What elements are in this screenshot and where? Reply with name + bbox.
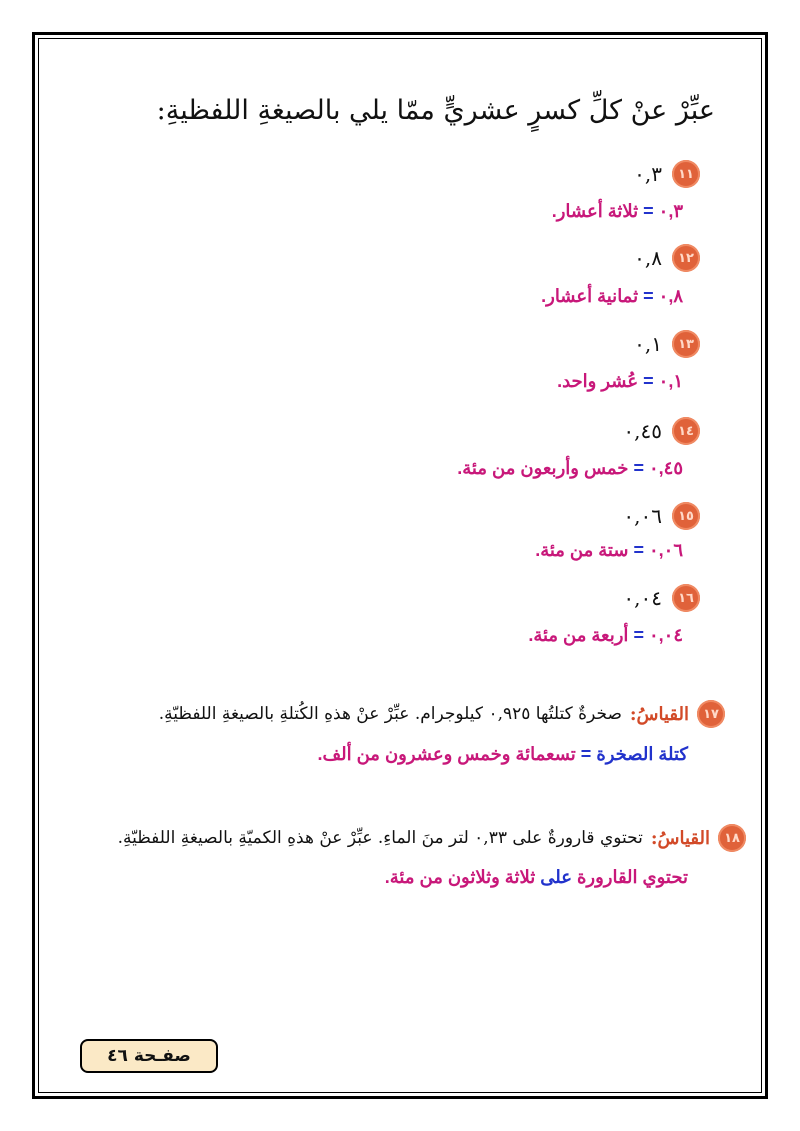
answer-17 bbox=[317, 744, 688, 765]
question-number-badge: ١٣ bbox=[672, 330, 700, 358]
answer-subject: تحتوي القارورة bbox=[576, 867, 688, 887]
answer-15 bbox=[535, 540, 683, 561]
equals-sign: = bbox=[633, 625, 644, 645]
word-problem-18 bbox=[118, 824, 746, 852]
decimal-value: ٠,١ bbox=[634, 332, 662, 356]
answer-number: ٠,٣ bbox=[658, 201, 683, 221]
answer-text: أربعة من مئة. bbox=[528, 625, 629, 645]
question-16 bbox=[623, 584, 700, 612]
answer-18 bbox=[385, 867, 688, 888]
equals-sign: = bbox=[643, 286, 654, 306]
answer-number: ٠,٤٥ bbox=[648, 458, 683, 478]
answer-13 bbox=[557, 371, 683, 392]
decimal-value: ٠,٣ bbox=[634, 162, 662, 186]
question-15 bbox=[623, 502, 700, 530]
answer-text: عُشر واحد. bbox=[557, 371, 639, 391]
answer-text: خمس وأربعون من مئة. bbox=[457, 458, 629, 478]
problem-text: تحتوي قارورةٌ على ٠,٣٣ لتر منَ الماءِ. عبِّرْ عنْ هذهِ الكميّةِ بالصيغةِ اللفظيّةِ. bbox=[117, 828, 643, 848]
equals-sign: = bbox=[633, 540, 644, 560]
answer-text: ستة من مئة. bbox=[535, 540, 629, 560]
equals-sign: = bbox=[643, 201, 654, 221]
question-11 bbox=[634, 160, 700, 188]
equals-sign: = bbox=[633, 458, 644, 478]
answer-text: ثلاثة أعشار. bbox=[551, 201, 639, 221]
question-number-badge: ١٤ bbox=[672, 417, 700, 445]
equals-sign: = bbox=[580, 744, 592, 764]
page-number-box: صفـحة ٤٦ bbox=[80, 1039, 218, 1073]
answer-number: ٠,١ bbox=[658, 371, 683, 391]
answer-number: ٠,٠٦ bbox=[648, 540, 683, 560]
question-number-badge: ١٢ bbox=[672, 244, 700, 272]
answer-number: ٠,٠٤ bbox=[648, 625, 683, 645]
answer-12 bbox=[541, 286, 683, 307]
question-number-badge: ١٥ bbox=[672, 502, 700, 530]
answer-11 bbox=[552, 201, 683, 222]
decimal-value: ٠,٠٤ bbox=[623, 586, 662, 610]
question-13 bbox=[634, 330, 700, 358]
decimal-value: ٠,٠٦ bbox=[623, 504, 662, 528]
problem-text: صخرةٌ كتلتُها ٠,٩٢٥ كيلوجرام. عبِّرْ عنْ هذهِ الكُتلةِ بالصيغةِ اللفظيّةِ. bbox=[158, 704, 622, 724]
decimal-value: ٠,٨ bbox=[634, 246, 662, 270]
answer-text: ثلاثة وثلاثون من مئة. bbox=[384, 867, 536, 887]
answer-subject: كتلة الصخرة bbox=[596, 744, 688, 764]
exercise-heading: عبِّرْ عنْ كلِّ كسرٍ عشريٍّ ممّا يلي بالصيغةِ اللفظيةِ: bbox=[156, 95, 715, 126]
question-number-badge: ١٨ bbox=[718, 824, 746, 852]
question-number-badge: ١٧ bbox=[697, 700, 725, 728]
answer-text: تسعمائة وخمس وعشرون من ألف. bbox=[317, 744, 576, 764]
question-14 bbox=[623, 417, 700, 445]
question-number-badge: ١١ bbox=[672, 160, 700, 188]
problem-keyword: القياسُ: bbox=[650, 827, 710, 849]
equals-sign: = bbox=[643, 371, 654, 391]
answer-14 bbox=[457, 458, 683, 479]
answer-number: ٠,٨ bbox=[658, 286, 683, 306]
answer-16 bbox=[528, 625, 683, 646]
decimal-value: ٠,٤٥ bbox=[623, 419, 662, 443]
question-number-badge: ١٦ bbox=[672, 584, 700, 612]
answer-connector: على bbox=[540, 867, 572, 887]
word-problem-17 bbox=[159, 700, 725, 728]
answer-text: ثمانية أعشار. bbox=[541, 286, 639, 306]
question-12 bbox=[634, 244, 700, 272]
problem-keyword: القياسُ: bbox=[629, 703, 689, 725]
